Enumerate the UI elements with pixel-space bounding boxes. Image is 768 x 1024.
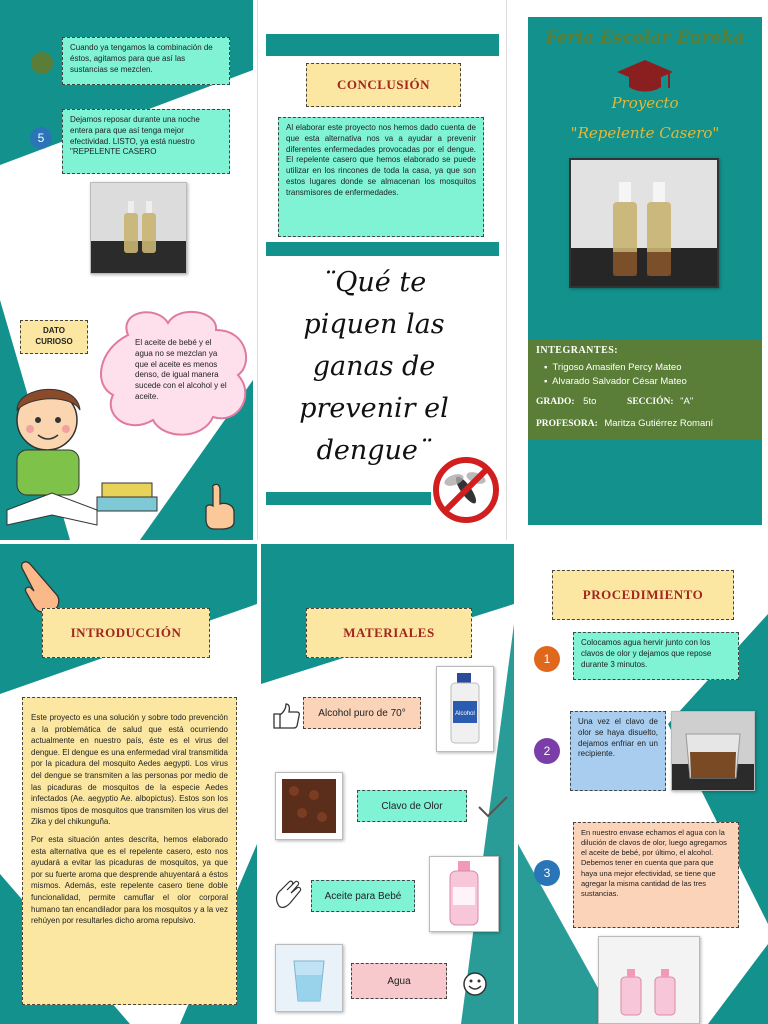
teal-bar-middle — [266, 242, 499, 256]
step-4-text: Cuando ya tengamos la combinación de éstos, agitamos para que así las sustancias se mezclen. — [70, 43, 213, 74]
teacher-value: Maritza Gutiérrez Romaní — [604, 418, 714, 429]
teacher-row — [528, 418, 762, 429]
quote-line-5: dengue¨ — [316, 435, 432, 466]
quote-line-3: ganas de — [312, 351, 436, 382]
teal-bar-top — [266, 34, 499, 56]
repellent-bottles-photo — [569, 158, 719, 288]
cooling-pot-photo — [671, 711, 755, 791]
fun-fact-label: DATO CURIOSO — [20, 320, 88, 354]
introduction-paragraph-2: Por esta situación antes descrita, hemos elaborado esta alternativa que es el repelente casero, esto nos ayudará a evitar las picaduras de mosquitos, ya que por su fuerte aroma que desprende ahuyentará a éstos mismos. Además, este repelente casero tiene doble funcionalidad, permite camuflar el olor corporal humano tan encandilador para los mosquitos y a la vez rehúyen por resultarles dicho aroma repulsivo. — [31, 834, 228, 926]
procedure-step-3-text: En nuestro envase echamos el agua con la dilución de clavos de olor, luego agregamos el aceite de bebé, por último, el alcohol. Debemos tener en cuenta que para que haya una mejor efectividad, se tiene que agregar la misma cantidad de las tres sustancias. — [581, 828, 727, 898]
grade-section-row — [536, 396, 754, 407]
material-baby-oil: Aceite para Bebé — [311, 880, 415, 912]
introduction-title: INTRODUCCIÓN — [42, 608, 210, 658]
water-glass-photo — [275, 944, 343, 1012]
introduction-paragraph-1: Este proyecto es una solución y sobre todo prevención a la problemática de salud que está ocurriendo actualmente en nuestro país, éste es el virus del dengue. El dengue es una enfermedad viral transmitida por la picadura del mosquito Aedes aegypti. Los virus del dengue se transmiten a las personas por medio de las picaduras de mosquitos de la especie Aedes infectados (Ae. aegyptio Ae. albopictus). Estos son los mismos tipos de mosquitos que transmiten los virus del Zika y del chikunguña. — [31, 713, 228, 827]
procedure-step-1-text: Colocamos agua hervir junto con los clavos de olor y dejamos que repose durante 3 minutos. — [581, 638, 712, 669]
panel-procedure — [518, 544, 768, 1024]
procedure-step-3-number: 3 — [534, 860, 560, 886]
checkmark-icon — [476, 794, 510, 820]
panel-introduction — [0, 544, 257, 1024]
baby-oil-bottles-photo — [598, 936, 700, 1024]
repellent-bottles-photo-small — [90, 182, 187, 274]
section-label: SECCIÓN: — [627, 397, 674, 407]
quote-line-2: piquen las — [303, 309, 445, 340]
procedure-step-1-number: 1 — [534, 646, 560, 672]
procedure-step-2-text: Una vez el clavo de olor se haya disuelto, dejamos enfriar en un recipiente. — [578, 717, 658, 759]
step-4-box — [62, 37, 230, 85]
procedure-step-1-box — [573, 632, 739, 680]
grade-label: GRADO: — [536, 397, 575, 407]
member-1: ▪ Trigoso Amasifen Percy Mateo — [544, 362, 682, 373]
clapping-hands-icon — [273, 876, 305, 910]
procedure-step-2-box — [570, 711, 666, 791]
conclusion-text: Al elaborar este proyecto nos hemos dado cuenta de que esta alternativa nos va a ayudar a prevenir diferentes enfermedades provocadas por el dengue. El repelente casero que hemos elaborado se puede utilizar en los rincones de toda la casa, ya que son estos lugares donde se almacenan los mosquitos transmisores de enfermedades. — [286, 123, 476, 197]
fun-fact-text: El aceite de bebé y el agua no se mezclan ya que el aceite es menos denso, de igual manera sucede con el alcohol y el aceite. — [135, 338, 227, 401]
teal-bar-bottom — [266, 492, 431, 505]
quote-line-4: prevenir el — [299, 393, 449, 424]
materials-title: MATERIALES — [306, 608, 472, 658]
procedure-title: PROCEDIMIENTO — [552, 570, 734, 620]
quote-line-1: ¨Qué te — [321, 267, 427, 298]
dengue-quote — [268, 262, 480, 472]
procedure-step-3-box — [573, 822, 739, 928]
alcohol-bottle-photo — [436, 666, 494, 752]
alcohol-bottle-label: Alcohol — [455, 711, 475, 717]
baby-oil-bottle-photo — [429, 856, 499, 932]
step-4-bullet — [31, 52, 53, 74]
cloves-photo — [275, 772, 343, 840]
procedure-step-2-number: 2 — [534, 738, 560, 764]
grade-value: 5to — [583, 396, 597, 407]
no-mosquito-icon — [432, 452, 500, 527]
material-water: Agua — [351, 963, 447, 999]
step-5-box — [62, 109, 230, 174]
members-heading: INTEGRANTES: — [536, 345, 619, 356]
member-2: ▪ Alvarado Salvador César Mateo — [544, 376, 687, 387]
thumbs-up-icon — [271, 702, 301, 730]
panel-conclusion — [257, 0, 507, 540]
conclusion-box — [278, 117, 484, 237]
step-5-bullet: 5 — [30, 127, 52, 149]
pointing-hand-icon — [16, 558, 64, 614]
material-alcohol: Alcohol puro de 70° — [303, 697, 421, 729]
panel-steps-continued — [0, 0, 253, 540]
panel-cover — [511, 0, 768, 540]
panel-materials — [261, 544, 514, 1024]
step-5-text: Dejamos reposar durante una noche entera para que así tenga mejor efectividad. LISTO, ya está nuestro "REPELENTE CASERO — [70, 115, 200, 157]
pointing-hand-icon — [200, 480, 240, 530]
teacher-label: PROFESORA: — [536, 419, 598, 429]
introduction-box — [22, 697, 237, 1005]
smiley-face-icon — [462, 971, 488, 997]
conclusion-title: CONCLUSIÓN — [306, 63, 461, 107]
project-label: Proyecto — [611, 94, 679, 112]
material-cloves: Clavo de Olor — [357, 790, 467, 822]
project-name: "Repelente Casero" — [570, 124, 720, 142]
graduation-cap-icon — [615, 58, 675, 94]
fair-title: Feria Escolar Eureka — [545, 28, 745, 48]
section-value: "A" — [680, 396, 694, 407]
boy-reading-illustration — [2, 365, 172, 535]
